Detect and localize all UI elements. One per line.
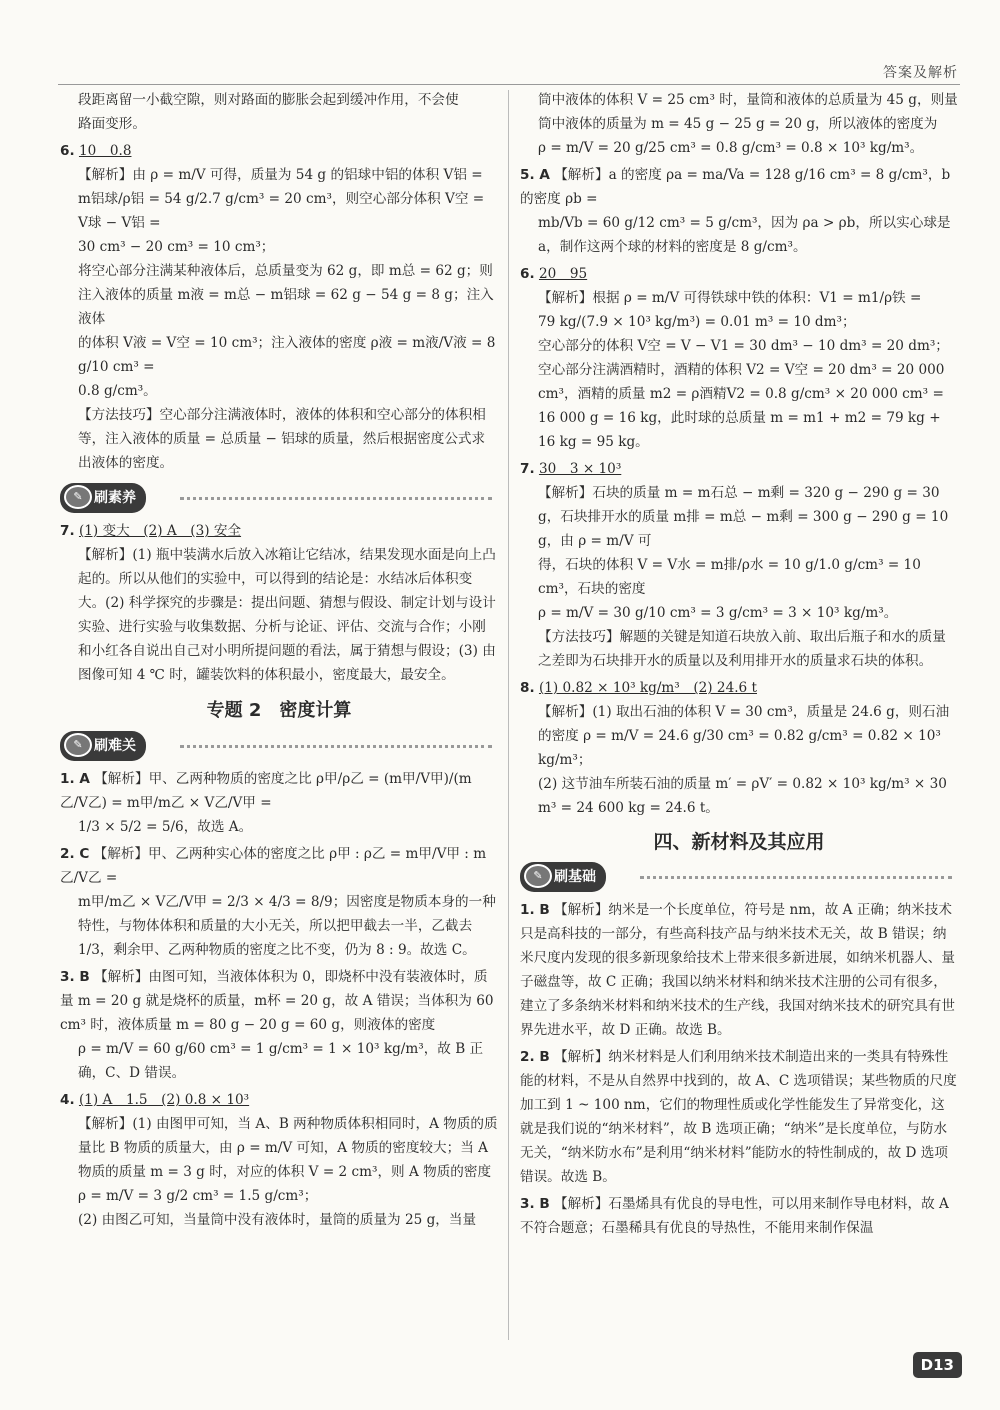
banner-badge bbox=[60, 483, 146, 513]
question-3 bbox=[520, 1192, 958, 1240]
explanation: ρ = m/V = 20 g/25 cm³ = 0.8 g/cm³ = 0.8 × 10³ kg/m³。 bbox=[538, 140, 924, 156]
question-1 bbox=[60, 767, 498, 815]
banner-label: 刷素养 bbox=[94, 490, 136, 506]
explanation: 【解析】a 的密度 ρa = ma/Va = 128 g/16 cm³ = 8 g/cm³，b 的密度 ρb = bbox=[520, 167, 951, 207]
banner-difficult bbox=[60, 731, 498, 761]
pencil-icon: ✎ bbox=[524, 864, 552, 888]
pencil-icon: ✎ bbox=[64, 733, 92, 757]
explanation: 79 kg/(7.9 × 10³ kg/m³) = 0.01 m³ = 10 dm³； bbox=[538, 314, 856, 330]
question-4 bbox=[60, 1088, 498, 1112]
topic-title: 专题 2 密度计算 bbox=[206, 700, 352, 721]
question-number: 7. bbox=[520, 461, 535, 477]
explanation: ρ = m/V = 60 g/60 cm³ = 1 g/cm³ = 1 × 10³ kg/m³，故 B 正确，C、D 错误。 bbox=[78, 1041, 484, 1081]
explanation: 的体积 V液 = V空 = 10 cm³；注入液体的密度 ρ液 = m液/V液 = 8 g/10 cm³ = bbox=[78, 335, 496, 375]
question-number: 3. B bbox=[520, 1196, 550, 1212]
question-2 bbox=[60, 842, 498, 890]
question-number: 5. A bbox=[520, 167, 550, 183]
explanation: (2) 由图乙可知，当量筒中没有液体时，量筒的质量为 25 g，当量 bbox=[78, 1212, 477, 1228]
explanation: m甲/m乙 × V乙/V甲 = 2/3 × 4/3 = 8/9；因密度是物质本身的一种特性，与物体体积和质量的大小无关，所以把甲截去一半，乙截去 1/3，剩余甲、乙两种物质的密度之比不变，仍为 8 : 9。故选 C。 bbox=[78, 894, 496, 958]
question-2 bbox=[520, 1045, 958, 1189]
question-number: 4. bbox=[60, 1092, 75, 1108]
banner-label: 刷基础 bbox=[554, 869, 596, 885]
explanation: mb/Vb = 60 g/12 cm³ = 5 g/cm³，因为 ρa > ρb，所以实心球是 a，制作这两个球的材料的密度是 8 g/cm³。 bbox=[538, 215, 951, 255]
right-column bbox=[520, 88, 958, 1240]
question-number: 8. bbox=[520, 680, 535, 696]
question-1 bbox=[520, 898, 958, 1042]
section-title: 四、新材料及其应用 bbox=[653, 831, 825, 853]
banner-practice bbox=[60, 483, 498, 513]
question-number: 6. bbox=[520, 266, 535, 282]
question-number: 1. B bbox=[520, 902, 550, 918]
banner-basics bbox=[520, 862, 958, 892]
dotted-rule bbox=[180, 745, 492, 748]
explanation: 【解析】根据 ρ = m/V 可得铁球中铁的体积：V1 = m1/ρ铁 = bbox=[538, 290, 922, 306]
explanation: 筒中液体的体积 V = 25 cm³ 时，量筒和液体的总质量为 45 g，则量筒中液体的质量为 m = 45 g − 25 g = 20 g，所以液体的密度为 bbox=[538, 92, 958, 132]
question-number: 1. A bbox=[60, 771, 90, 787]
explanation: 【解析】(1) 取出石油的体积 V = 30 cm³，质量是 24.6 g，则石油的密度 ρ = m/V = 24.6 g/30 cm³ = 0.82 g/cm³ = 0.82 × 10³ kg/m³； bbox=[538, 704, 950, 768]
explanation: 【解析】纳米材料是人们利用纳米技术制造出来的一类具有特殊性能的材料，不是从自然界中找到的，故 A、C 选项错误；某些物质的尺度加工到 1 ~ 100 nm，它们的物理性质或化学性能发生了异常变化，这就是我们说的“纳米材料”，故 B 选项正确；“纳米”是长度单位，与防水无关，“纳米防水布”是利用“纳米材料”能防水的特性制成的，故 D 选项错误。故选 B。 bbox=[520, 1049, 957, 1185]
explanation: 【解析】由 ρ = m/V 可得，质量为 54 g 的铝球中铝的体积 V铝 = bbox=[78, 167, 483, 183]
explanation: ρ = m/V = 3 g/2 cm³ = 1.5 g/cm³； bbox=[78, 1188, 318, 1204]
question-number: 3. B bbox=[60, 969, 90, 985]
header-title: 答案及解析 bbox=[883, 65, 958, 81]
banner-label: 刷难关 bbox=[94, 738, 136, 754]
explanation: 【解析】甲、乙两种实心体的密度之比 ρ甲 : ρ乙 = m甲/V甲 : m乙/V乙 = bbox=[60, 846, 487, 886]
explanation: 将空心部分注满某种液体后，总质量变为 62 g，即 m总 = 62 g；则 bbox=[78, 263, 493, 279]
question-3 bbox=[60, 965, 498, 1037]
question-number: 7. bbox=[60, 523, 75, 539]
banner-badge bbox=[60, 731, 146, 761]
method-tip: 【方法技巧】空心部分注满液体时，液体的体积和空心部分的体积相等，注入液体的质量 = 总质量 − 铝球的质量，然后根据密度公式求出液体的密度。 bbox=[78, 407, 486, 471]
question-6 bbox=[520, 262, 958, 286]
explanation: 注入液体的质量 m液 = m总 − m铝球 = 62 g − 54 g = 8 g；注入液体 bbox=[78, 287, 494, 327]
explanation: ρ = m/V = 30 g/10 cm³ = 3 g/cm³ = 3 × 10³ kg/m³。 bbox=[538, 605, 898, 621]
left-column bbox=[60, 88, 498, 1232]
method-tip: 【方法技巧】解题的关键是知道石块放入前、取出后瓶子和水的质量之差即为石块排开水的质量以及利用排开水的质量求石块的体积。 bbox=[538, 629, 946, 669]
dotted-rule bbox=[180, 497, 492, 500]
explanation: 30 cm³ − 20 cm³ = 10 cm³； bbox=[78, 239, 275, 255]
answer: 10 0.8 bbox=[78, 143, 132, 159]
answer: 20 95 bbox=[538, 266, 588, 282]
explanation: 0.8 g/cm³。 bbox=[78, 383, 157, 399]
question-8 bbox=[520, 676, 958, 700]
explanation: 得，石块的体积 V = V水 = m排/ρ水 = 10 g/1.0 g/cm³ = 10 cm³，石块的密度 bbox=[538, 557, 921, 597]
explanation: 【解析】甲、乙两种物质的密度之比 ρ甲/ρ乙 = (m甲/V甲)/(m乙/V乙) = m甲/m乙 × V乙/V甲 = bbox=[60, 771, 472, 811]
question-number: 6. bbox=[60, 143, 75, 159]
explanation: m铝球/ρ铝 = 54 g/2.7 g/cm³ = 20 cm³，则空心部分体积 V空 = V球 − V铝 = bbox=[78, 191, 485, 231]
answer: (1) A 1.5 (2) 0.8 × 10³ bbox=[78, 1092, 250, 1108]
answer: (1) 0.82 × 10³ kg/m³ (2) 24.6 t bbox=[538, 680, 757, 696]
explanation: (2) 这节油车所装石油的质量 m′ = ρV′ = 0.82 × 10³ kg/m³ × 30 m³ = 24 600 kg = 24.6 t。 bbox=[538, 776, 947, 816]
page-number: D13 bbox=[913, 1352, 962, 1378]
explanation: 【解析】(1) 由图甲可知，当 A、B 两种物质体积相同时，A 物质的质量比 B 物质的质量大，由 ρ = m/V 可知，A 物质的密度较大；当 A 物质的质量 m = 3 g 时，对应的体积 V = 2 cm³，则 A 物质的密度 bbox=[78, 1116, 498, 1180]
header-rule bbox=[58, 84, 960, 85]
pencil-icon: ✎ bbox=[64, 485, 92, 509]
explanation: 1/3 × 5/2 = 5/6，故选 A。 bbox=[78, 819, 253, 835]
column-divider bbox=[508, 90, 509, 1340]
question-7 bbox=[520, 457, 958, 481]
question-6 bbox=[60, 139, 498, 163]
question-number: 2. C bbox=[60, 846, 90, 862]
text-line: 段距离留一小截空隙，则对路面的膨胀会起到缓冲作用，不会使 bbox=[78, 92, 459, 108]
question-number: 2. B bbox=[520, 1049, 550, 1065]
explanation: 【解析】纳米是一个长度单位，符号是 nm，故 A 正确；纳米技术只是高科技的一部分，有些高科技产品与纳米技术无关，故 B 错误；纳米尺度内发现的很多新现象给技术上带来很多新进展，如纳米机器人、量子磁盘等，故 C 正确；我国以纳米材料和纳米技术注册的公司有很多，建立了多条纳米材料和纳米技术的生产线，我国对纳米技术的研究具有世界先进水平，故 D 正确。故选 B。 bbox=[520, 902, 955, 1038]
question-5 bbox=[520, 163, 958, 211]
banner-badge bbox=[520, 862, 606, 892]
answer: (1) 变大 (2) A (3) 安全 bbox=[78, 523, 242, 539]
explanation: 【解析】石块的质量 m = m石总 − m剩 = 320 g − 290 g = 30 g，石块排开水的质量 m排 = m总 − m剩 = 300 g − 290 g = 10 g，由 ρ = m/V 可 bbox=[538, 485, 949, 549]
explanation: 【解析】由图可知，当液体体积为 0，即烧杯中没有装液体时，质量 m = 20 g 就是烧杯的质量，m杯 = 20 g，故 A 错误；当体积为 60 cm³ 时，液体质量 m = 80 g − 20 g = 60 g，则液体的密度 bbox=[60, 969, 494, 1033]
text-line: 路面变形。 bbox=[78, 116, 146, 132]
explanation: 【解析】石墨烯具有优良的导电性，可以用来制作导电材料，故 A 不符合题意；石墨稀具有优良的导热性，不能用来制作保温 bbox=[520, 1196, 949, 1236]
question-7 bbox=[60, 519, 498, 543]
dotted-rule bbox=[640, 876, 952, 879]
explanation: 【解析】(1) 瓶中装满水后放入冰箱让它结冰，结果发现水面是向上凸起的。所以从他们的实验中，可以得到的结论是：水结冰后体积变大。(2) 科学探究的步骤是：提出问题、猜想与假设、制定计划与设计实验、进行实验与收集数据、分析与论证、评估、交流与合作；小刚和小红各自说出自己对小明所提问题的看法，属于猜想与假设；(3) 由图像可知 4 ℃ 时，罐装饮料的体积最小，密度最大，最安全。 bbox=[78, 547, 496, 683]
explanation: 空心部分注满酒精时，酒精的体积 V2 = V空 = 20 dm³ = 20 000 cm³，酒精的质量 m2 = ρ酒精V2 = 0.8 g/cm³ × 20 000 cm³ = 16 000 g = 16 kg，此时球的总质量 m = m1 + m2 = 79 kg + 16 kg = 95 kg。 bbox=[538, 362, 945, 450]
answer: 30 3 × 10³ bbox=[538, 461, 622, 477]
explanation: 空心部分的体积 V空 = V − V1 = 30 dm³ − 10 dm³ = 20 dm³； bbox=[538, 338, 949, 354]
